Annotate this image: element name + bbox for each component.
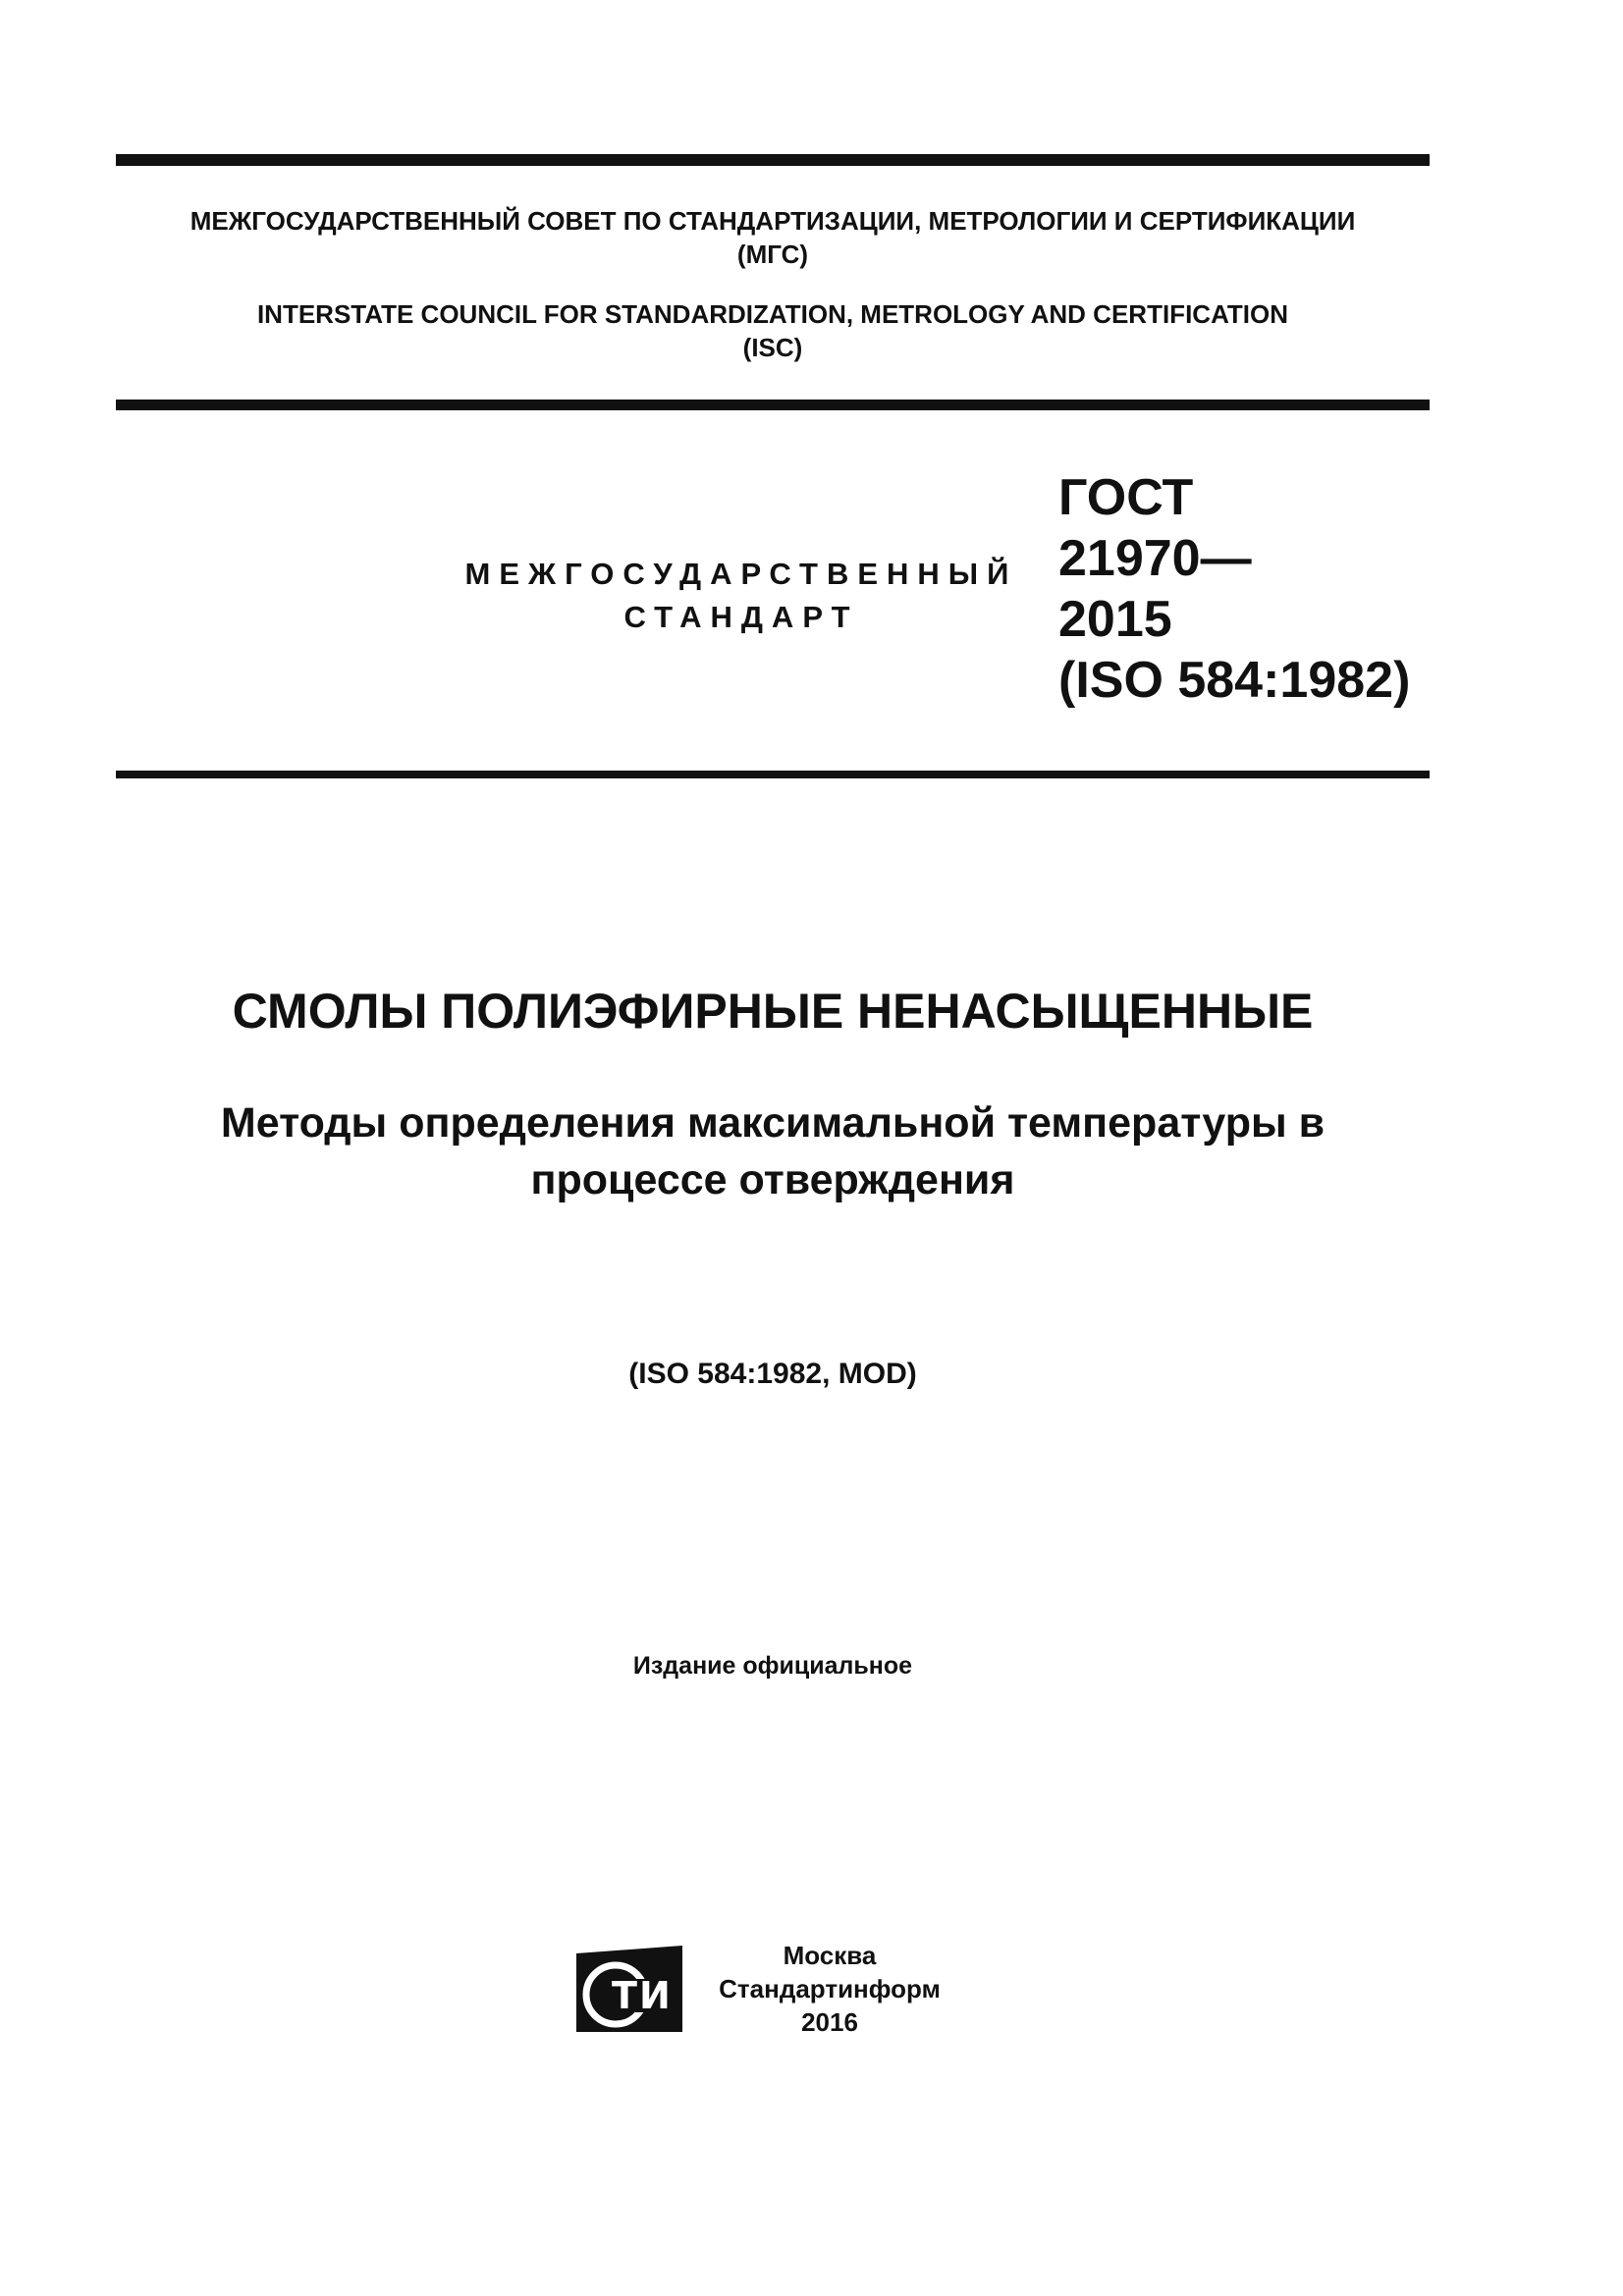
iso-reference: (ISO 584:1982, MOD): [628, 1358, 917, 1390]
council-abbr-en: (ISC): [742, 333, 803, 362]
council-name-ru: [116, 204, 1430, 271]
standard-type-line2: СТАНДАРТ: [623, 600, 859, 634]
publication-year: 2016: [801, 2007, 858, 2037]
council-abbr-ru: (МГС): [736, 240, 809, 269]
publisher-name: Стандартинформ: [719, 1974, 941, 2003]
council-name-en: [116, 297, 1430, 364]
council-name-en-text: INTERSTATE COUNCIL FOR STANDARDIZATION, METROLOGY AND CERTIFICATION: [256, 299, 1289, 329]
document-title: СМОЛЫ ПОЛИЭФИРНЫЕ НЕНАСЫЩЕННЫЕ: [232, 984, 1314, 1039]
designation-rule: [116, 771, 1430, 778]
document-subtitle: [116, 1095, 1430, 1208]
gost-number: 21970—: [1058, 530, 1252, 587]
gost-prefix: ГОСТ: [1058, 469, 1194, 526]
gost-designation: [1058, 467, 1412, 711]
standartinform-logo-icon: [574, 1944, 684, 2034]
gost-iso-equivalent: (ISO 584:1982): [1058, 652, 1411, 709]
top-rule: [116, 154, 1430, 166]
standard-type-label: [432, 553, 1051, 639]
svg-text:Т: Т: [612, 1974, 637, 2017]
header-rule: [116, 400, 1430, 410]
subtitle-line1: Методы определения максимальной температуры в: [220, 1099, 1325, 1147]
edition-note: Издание официальное: [632, 1652, 913, 1680]
svg-text:И: И: [639, 1974, 671, 2017]
subtitle-line2: процессе отверждения: [530, 1156, 1015, 1203]
publisher-city: Москва: [783, 1941, 877, 1970]
council-name-ru-text: МЕЖГОСУДАРСТВЕННЫЙ СОВЕТ ПО СТАНДАРТИЗАЦИИ, МЕТРОЛОГИИ И СЕРТИФИКАЦИИ: [189, 206, 1356, 236]
gost-year: 2015: [1058, 591, 1172, 648]
publisher-block: [697, 1939, 962, 2039]
standard-type-line1: МЕЖГОСУДАРСТВЕННЫЙ: [464, 557, 1018, 591]
